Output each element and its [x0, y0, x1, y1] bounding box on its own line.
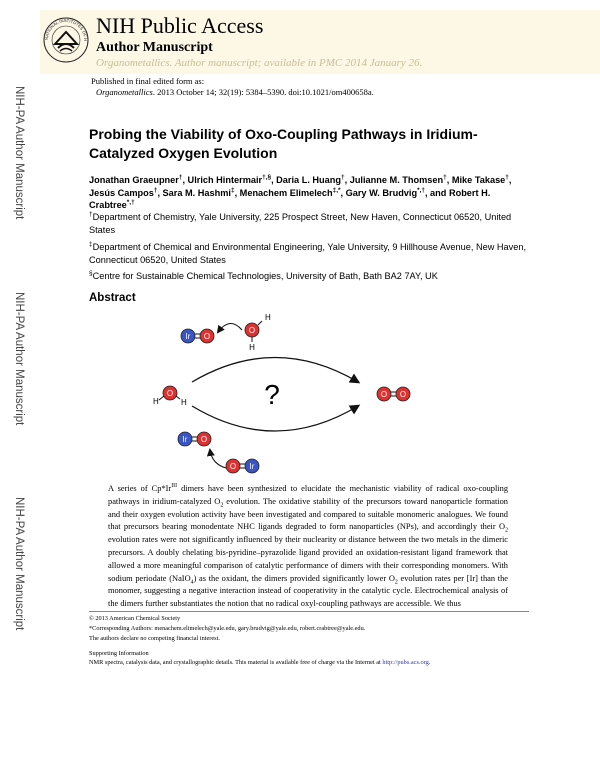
- abstract-heading: Abstract: [89, 292, 136, 304]
- toc-graphic: [153, 308, 430, 478]
- ir-oxo-bottom-left: [178, 432, 211, 446]
- acs-link[interactable]: http://pubs.acs.org: [382, 659, 429, 666]
- nih-public-access-title: NIH Public Access: [96, 13, 264, 38]
- supporting-info-text: NMR spectra, catalysis data, and crystallographic details. This material is available free of charge via the Internet at http://pubs.acs.org.: [89, 659, 431, 666]
- svg-text:O: O: [203, 332, 211, 341]
- copyright-line: © 2013 American Chemical Society: [89, 615, 181, 622]
- attack-arrow: [218, 323, 242, 332]
- svg-text:O: O: [166, 389, 174, 398]
- svg-text:O: O: [248, 326, 256, 335]
- citation-details: . 2013 October 14; 32(19): 5384–5390. doi:10.1021/om400658a.: [152, 87, 374, 97]
- supporting-info-heading: Supporting Information: [89, 650, 149, 657]
- published-in-line: Published in final edited form as:: [91, 76, 205, 86]
- seal-text: NATIONAL INSTITUTES OF H: [43, 17, 89, 42]
- author-list: Jonathan Graeupner†, Ulrich Hintermair†,§, Daria L. Huang†, Julianne M. Thomsen†, Mike Takase†, Jesús Campos†, Sara M. Hashmi‡, Menachem Elimelech‡,*, Gary W. Brudvig*,†, and Robert H. Crabtree*,†: [89, 173, 512, 210]
- question-mark: ?: [264, 379, 280, 410]
- ir-oxo-top: [181, 329, 214, 343]
- ir-oxo-bottom-right: [226, 459, 259, 473]
- svg-text:O: O: [229, 462, 237, 471]
- corresponding-authors: *Corresponding Authors: menachem.elimelech@yale.edu, gary.brudvig@yale.edu, robert.crabtree@yale.edu.: [89, 625, 366, 632]
- svg-text:Ir: Ir: [249, 462, 255, 471]
- svg-text:O: O: [200, 435, 208, 444]
- availability-line: Organometallics. Author manuscript; available in PMC 2014 January 26.: [96, 57, 423, 69]
- competing-interest: The authors declare no competing financial interest.: [89, 635, 220, 642]
- side-label-top: NIH-PA Author Manuscript: [13, 86, 25, 220]
- coupling-arrow: [210, 450, 226, 468]
- svg-text:H: H: [153, 397, 159, 406]
- affiliation-yale-engineering: ‡Department of Chemical and Environmental Engineering, Yale University, 9 Hillhouse Avenue, New Haven, Connecticut 06520, United States: [89, 240, 526, 265]
- abstract-text: A series of $Cp*Ir^{III}$ dimers have been synthesized to elucidate the mechanistic viability of radical oxo-coupling pathways in iridium-catalyzed $O_2$ evolution. The oxidative stability of the precursors toward nanoparticle formation and their oxygen evolution activity have been investigated and compared to suitable monomeric analogues. We found that precursors bearing monodentate NHC ligands degraded to form nanoparticles (NPs), and accordingly their $O_2$ evolution rates were not significantly influenced by their nuclearity or distance between the two metals in the dimeric precursors. A doubly chelating bis-pyridine–pyrazolide ligand provided an oxidation-resistant ligand framework that allowed a more meaningful comparison of catalytic performance of dimers with their corresponding monomers. With sodium periodate (NaIO$_4$) as the oxidant, the dimers provided significantly lower $O_2$ evolution rates per [Ir] than the monomer, suggesting a negative interaction instead of cooperativity in the catalytic cycle. Electrochemical analysis of the dimers further substantiates the notion that no radical oxyl-coupling pathways are accessible. We thus: [108, 483, 509, 609]
- svg-text:H: H: [265, 313, 271, 322]
- water-top: [245, 313, 271, 352]
- dioxygen-product: [377, 387, 410, 401]
- svg-text:NATIONAL INSTITUTES OF HEALTH: [40, 10, 88, 41]
- svg-text:Ir: Ir: [185, 332, 191, 341]
- svg-text:H: H: [249, 343, 255, 352]
- journal-name: Organometallics: [96, 87, 153, 97]
- svg-text:O: O: [380, 390, 388, 399]
- citation-line: [96, 87, 374, 98]
- footnote-divider: [89, 611, 529, 612]
- paper-title: Probing the Viability of Oxo-Coupling Pathways in Iridium-Catalyzed Oxygen Evolution: [89, 126, 478, 161]
- svg-text:O: O: [399, 390, 407, 399]
- hhs-eagle-seal-icon: [40, 10, 92, 70]
- side-label-bottom: NIH-PA Author Manuscript: [13, 497, 25, 631]
- affiliation-yale-chemistry: †Department of Chemistry, Yale University, 225 Prospect Street, New Haven, Connecticut 06520, United States: [89, 210, 512, 235]
- side-label-middle: NIH-PA Author Manuscript: [13, 292, 25, 426]
- author-manuscript-label: Author Manuscript: [96, 40, 213, 55]
- water-molecule: [153, 386, 187, 407]
- svg-text:H: H: [181, 398, 187, 407]
- svg-text:Ir: Ir: [182, 435, 188, 444]
- affiliation-bath: §Centre for Sustainable Chemical Technologies, University of Bath, Bath BA2 7AY, UK: [89, 269, 438, 281]
